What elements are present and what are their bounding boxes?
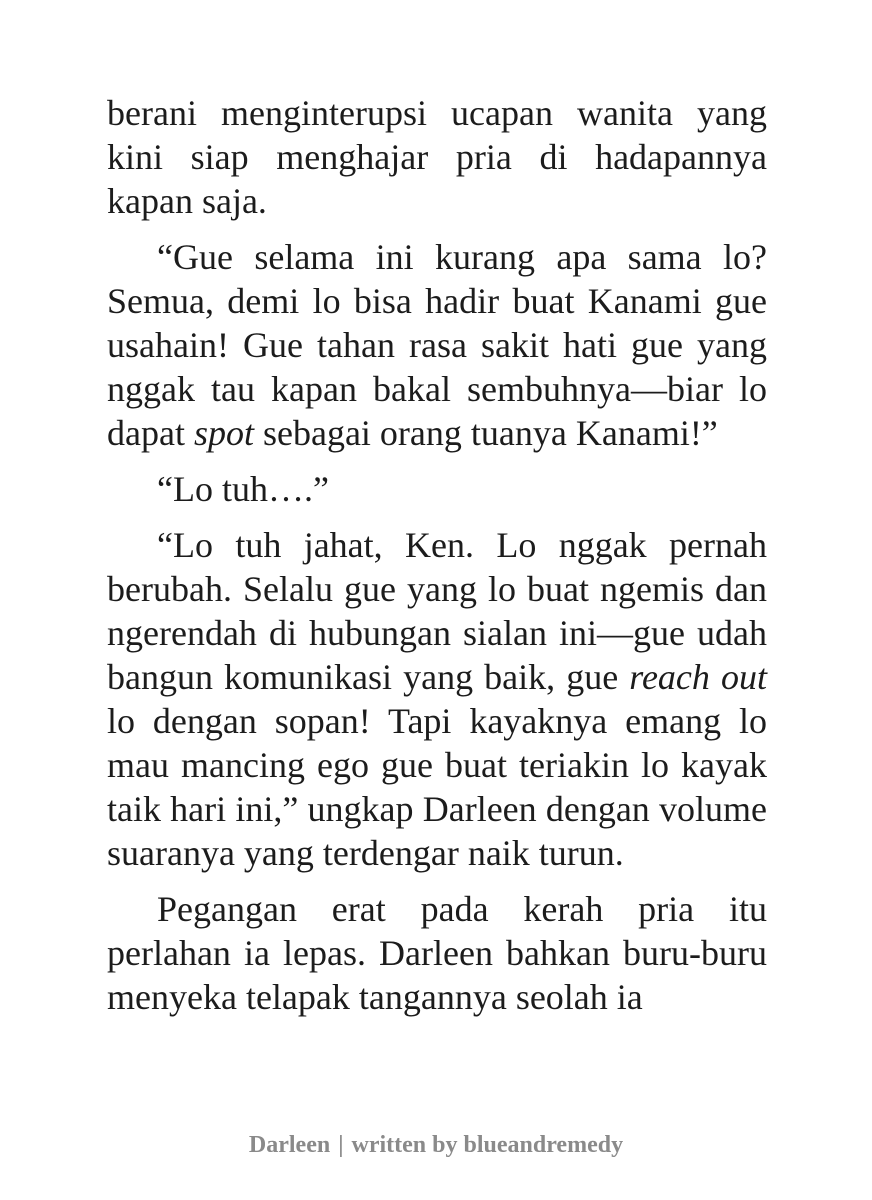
paragraph-5-text: Pegangan erat pada kerah pria itu perlahan ia lepas. Darleen bahkan buru-buru menyeka telapak tangannya seolah ia (107, 889, 767, 1017)
paragraph-4 (107, 523, 767, 875)
paragraph-3-text: “Lo tuh….” (157, 469, 329, 509)
paragraph-4-text-b: lo dengan sopan! Tapi kayaknya emang lo mau mancing ego gue buat teriakin lo kayak taik hari ini,” ungkap Darleen dengan volume suaranya yang terdengar naik turun. (107, 701, 767, 873)
footer-credit: written by blueandremedy (351, 1132, 624, 1158)
paragraph-4-italic-reach-out: reach out (629, 657, 767, 697)
paragraph-2 (107, 235, 767, 455)
paragraph-1 (107, 91, 767, 223)
paragraph-1-text: berani menginterupsi ucapan wanita yang kini siap menghajar pria di hadapannya kapan saja. (107, 93, 767, 221)
paragraph-2-text-a: “Gue selama ini kurang apa sama lo? Semua, demi lo bisa hadir buat Kanami gue usahain! Gue tahan rasa sakit hati gue yang nggak tau kapan bakal sembuhnya—biar lo dapat (107, 237, 767, 453)
paragraph-2-italic-spot: spot (193, 413, 254, 453)
page-body-text (107, 91, 767, 1031)
page-footer (0, 1130, 872, 1160)
paragraph-3 (107, 467, 767, 511)
footer-separator: | (338, 1132, 344, 1158)
paragraph-2-text-b: sebagai orang tuanya Kanami!” (253, 413, 718, 453)
paragraph-4-text-a: “Lo tuh jahat, Ken. Lo nggak pernah berubah. Selalu gue yang lo buat ngemis dan ngerendah di hubungan sialan ini—gue udah bangun komunikasi yang baik, gue (107, 525, 767, 697)
paragraph-5 (107, 887, 767, 1019)
footer-title: Darleen (248, 1132, 331, 1158)
